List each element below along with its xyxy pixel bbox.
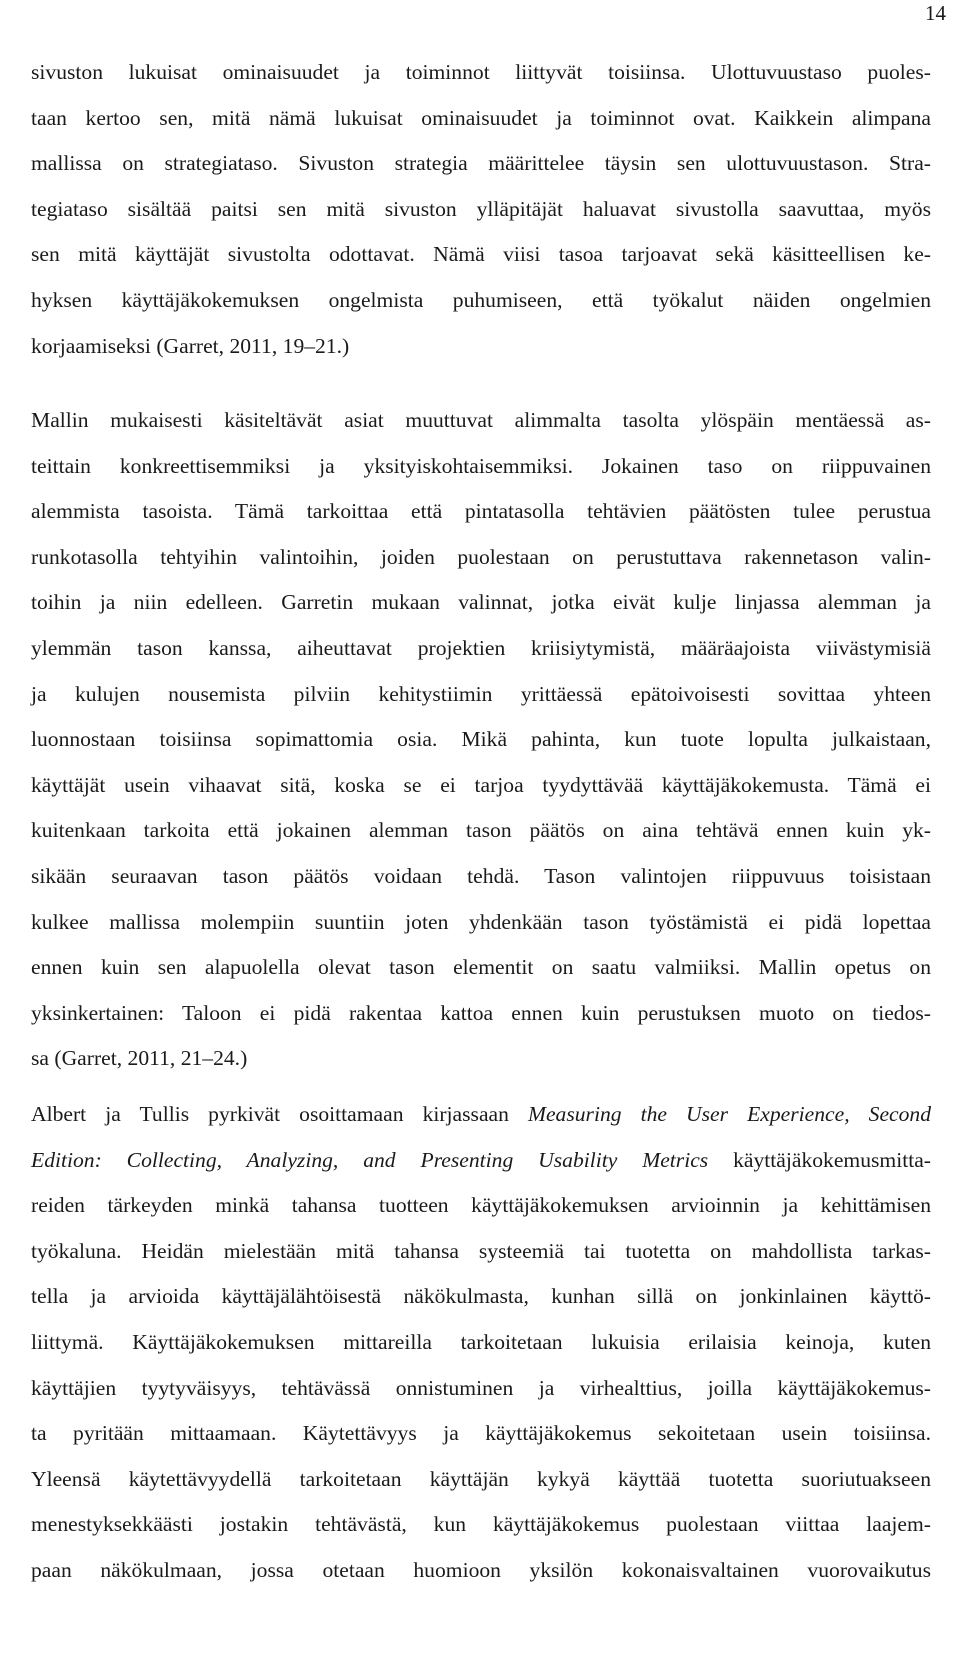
text-line: työkaluna. Heidän mielestään mitä tahansa systeemiä tai tuotetta on mahdollista tarkas-: [31, 1238, 931, 1263]
text-line: ja kulujen nousemista pilviin kehitystiimin yrittäessä epätoivoisesti sovittaa yhteen: [31, 681, 931, 706]
text-line: menestyksekkäästi jostakin tehtävästä, kun käyttäjäkokemus puolestaan viittaa laajem-: [31, 1512, 931, 1537]
text-line: toihin ja niin edelleen. Garretin mukaan valinnat, jotka eivät kulje linjassa alemman ja: [31, 590, 931, 615]
text-line: kuitenkaan tarkoita että jokainen alemman tason päätös on aina tehtävä ennen kuin yk-: [31, 818, 931, 843]
text-line: Mallin mukaisesti käsiteltävät asiat muuttuvat alimmalta tasolta ylöspäin mentäessä as-: [31, 408, 931, 432]
text-run: käyttäjäkokemusmitta-: [708, 1147, 931, 1172]
page-number: 14: [925, 1, 946, 25]
text-line: luonnostaan toisiinsa sopimattomia osia. Mikä pahinta, kun tuote lopulta julkaistaan,: [31, 727, 931, 752]
text-line: tegiataso sisältää paitsi sen mitä sivuston ylläpitäjät haluavat sivustolla saavuttaa, myös: [31, 196, 931, 221]
text-line: ennen kuin sen alapuolella olevat tason elementit on saatu valmiiksi. Mallin opetus on: [31, 955, 931, 980]
text-line: sen mitä käyttäjät sivustolta odottavat. Nämä viisi tasoa tarjoavat sekä käsitteellisen ke-: [31, 242, 931, 267]
text-line: Yleensä käytettävyydellä tarkoitetaan käyttäjän kykyä käyttää tuotetta suoriutuakseen: [31, 1466, 931, 1491]
paragraph-albert-tullis: [31, 1092, 931, 1594]
paragraph-model-levels: [31, 398, 931, 1082]
text-line: paan näkökulmaan, jossa otetaan huomioon yksilön kokonaisvaltainen vuorovaikutus: [31, 1557, 931, 1582]
text-line: sivuston lukuisat ominaisuudet ja toiminnot liittyvät toisiinsa. Ulottuvuustaso puoles-: [31, 60, 931, 84]
paragraph-garrett-model: [31, 50, 931, 369]
text-run: Albert ja Tullis pyrkivät osoittamaan kirjassaan: [31, 1102, 528, 1126]
text-line: mallissa on strategiataso. Sivuston strategia määrittelee täysin sen ulottuvuustason. Stra-: [31, 151, 931, 176]
text-line: ta pyritään mittaamaan. Käytettävyys ja käyttäjäkokemus sekoitetaan usein toisiinsa.: [31, 1421, 931, 1446]
text-line: [31, 1138, 931, 1184]
book-title: Edition: Collecting, Analyzing, and Presenting Usability Metrics: [31, 1147, 709, 1172]
text-line: kulkee mallissa molempiin suuntiin joten yhdenkään tason työstämistä ei pidä lopettaa: [31, 909, 931, 934]
text-line: [31, 1092, 931, 1138]
text-line: sikään seuraavan tason päätös voidaan tehdä. Tason valintojen riippuvuus toisistaan: [31, 863, 931, 888]
text-line: taan kertoo sen, mitä nämä lukuisat ominaisuudet ja toiminnot ovat. Kaikkein alimpana: [31, 105, 931, 130]
text-line: ylemmän tason kanssa, aiheuttavat projektien kriisiytymistä, määräajoista viivästymisiä: [31, 635, 931, 660]
text-line: sa (Garret, 2011, 21–24.): [31, 1046, 248, 1071]
text-line: korjaamiseksi (Garret, 2011, 19–21.): [31, 333, 350, 358]
text-line: hyksen käyttäjäkokemuksen ongelmista puhumiseen, että työkalut näiden ongelmien: [31, 287, 931, 312]
text-line: teittain konkreettisemmiksi ja yksityiskohtaisemmiksi. Jokainen taso on riippuvainen: [31, 453, 931, 478]
book-title: Measuring the User Experience, Second: [527, 1102, 932, 1126]
text-line: liittymä. Käyttäjäkokemuksen mittareilla tarkoitetaan lukuisia erilaisia keinoja, kuten: [31, 1329, 931, 1354]
text-line: yksinkertainen: Taloon ei pidä rakentaa kattoa ennen kuin perustuksen muoto on tiedos-: [31, 1000, 931, 1025]
text-line: alemmista tasoista. Tämä tarkoittaa että pintatasolla tehtävien päätösten tulee perustua: [31, 499, 931, 524]
text-line: käyttäjien tyytyväisyys, tehtävässä onnistuminen ja virhealttius, joilla käyttäjäkokemus-: [31, 1375, 931, 1400]
text-line: runkotasolla tehtyihin valintoihin, joiden puolestaan on perustuttava rakennetason valin-: [31, 544, 931, 569]
text-line: käyttäjät usein vihaavat sitä, koska se ei tarjoa tyydyttävää käyttäjäkokemusta. Tämä ei: [31, 772, 931, 797]
text-line: tella ja arvioida käyttäjälähtöisestä näkökulmasta, kunhan sillä on jonkinlainen käyttö-: [31, 1284, 931, 1309]
text-line: reiden tärkeyden minkä tahansa tuotteen käyttäjäkokemuksen arvioinnin ja kehittämisen: [31, 1193, 931, 1218]
